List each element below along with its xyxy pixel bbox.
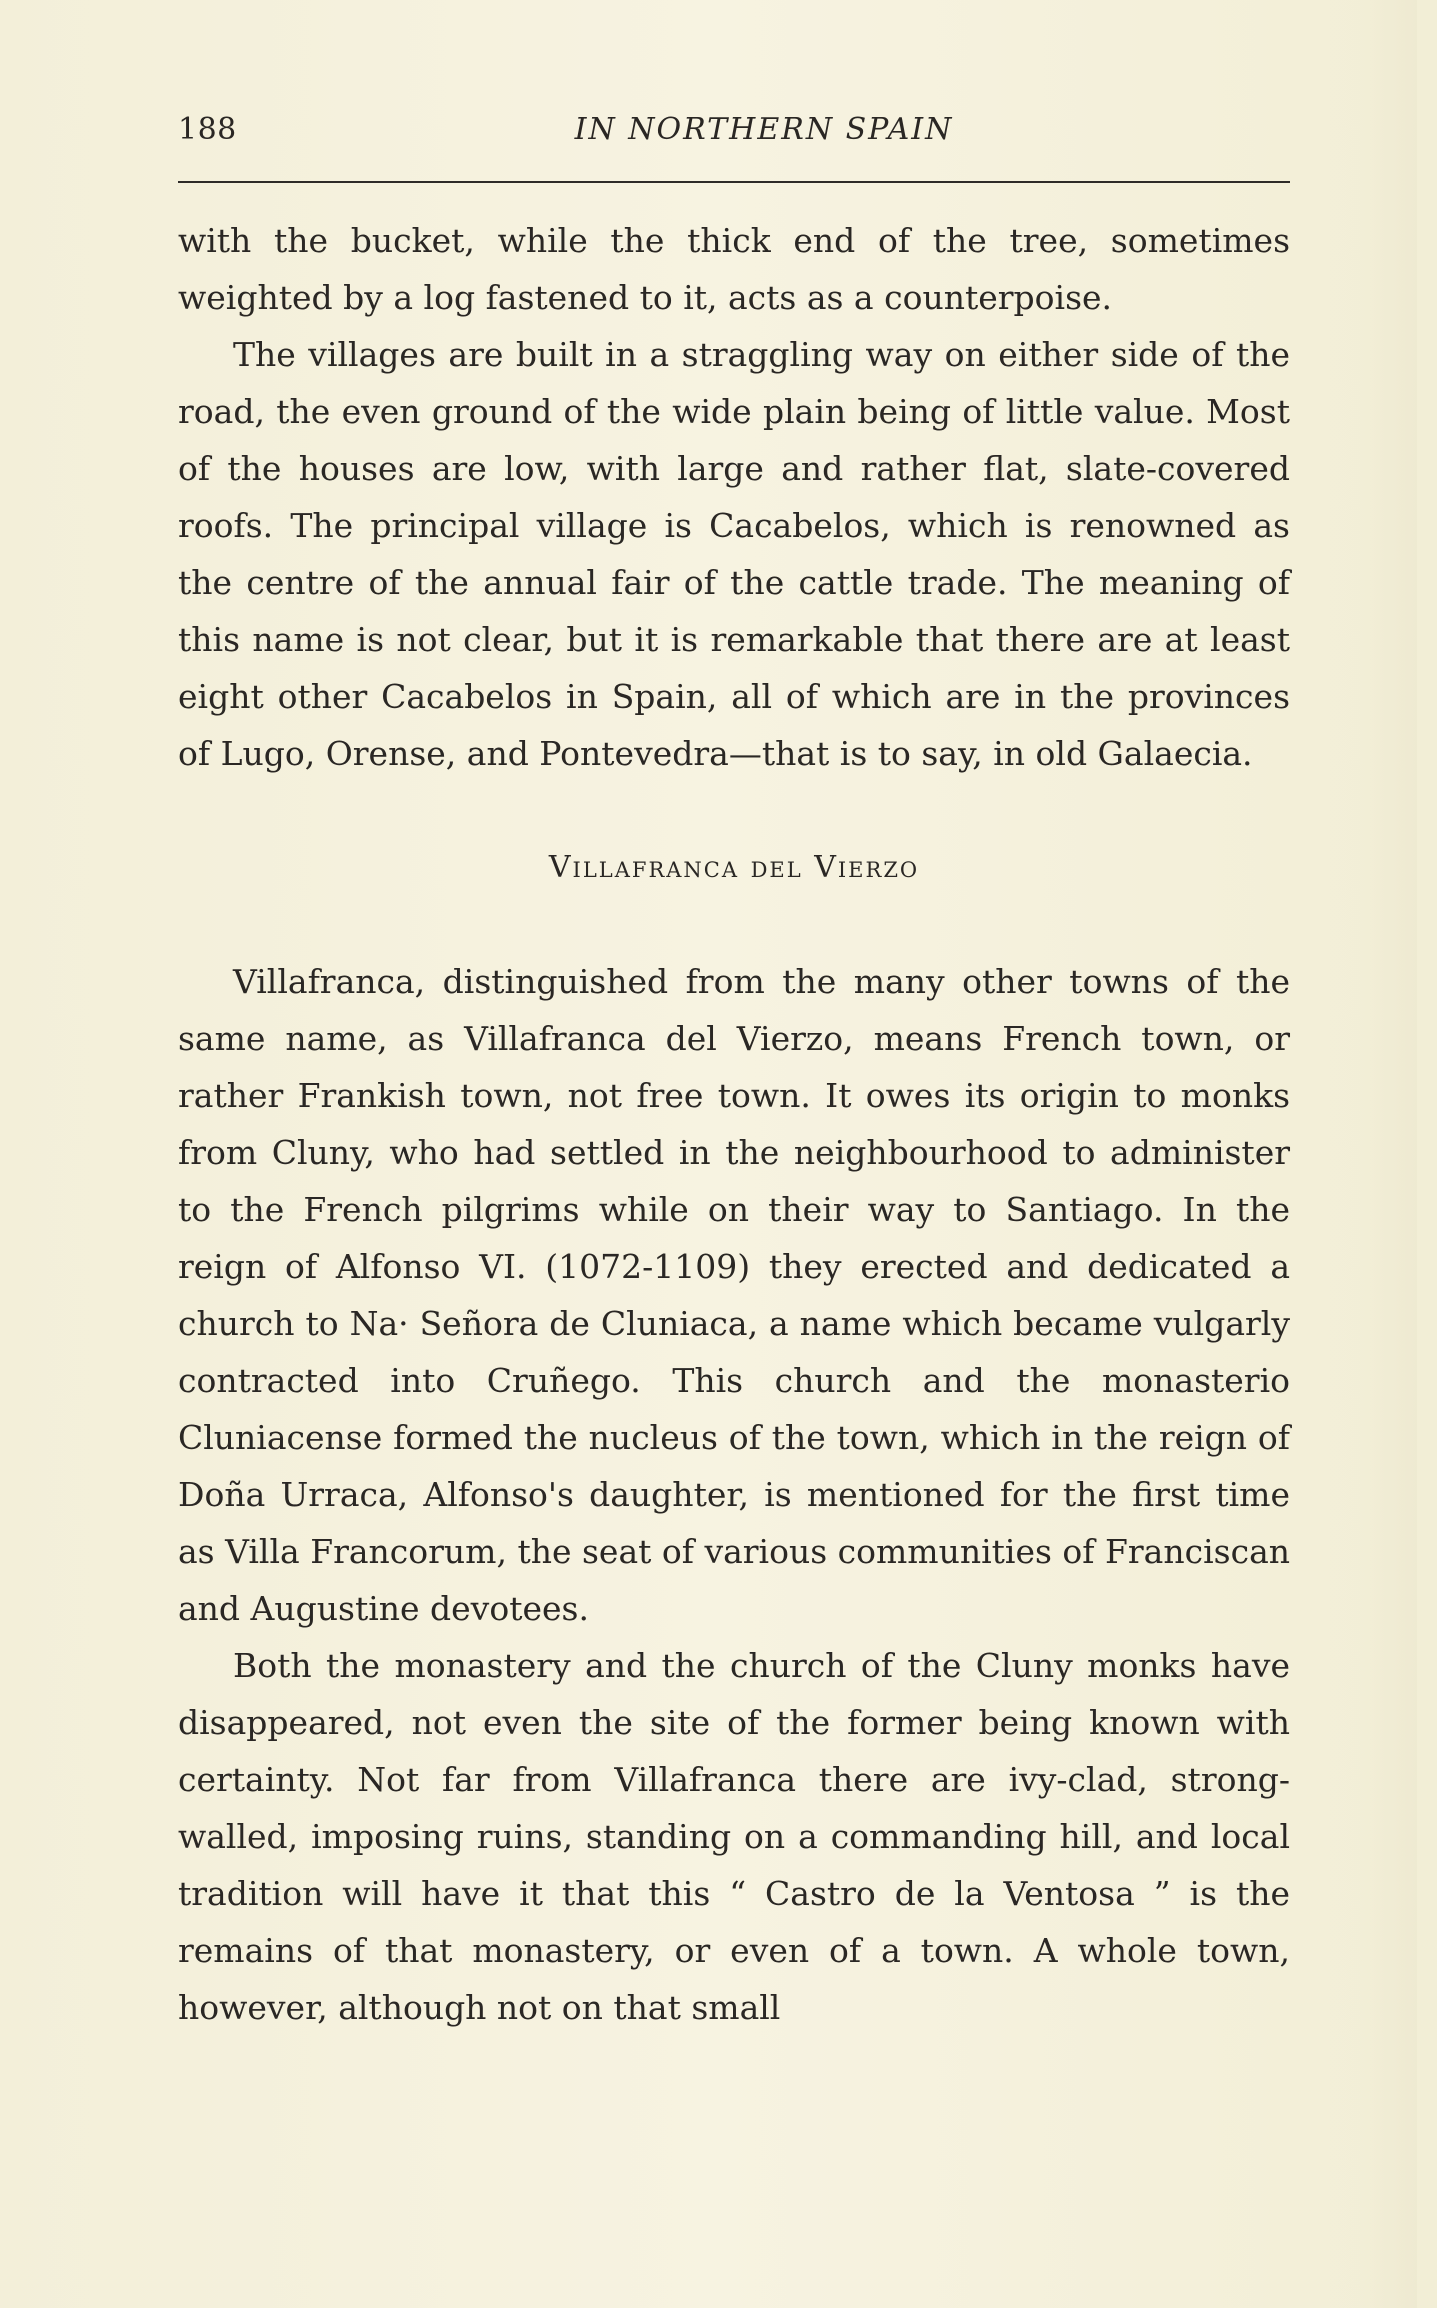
page-edge-shading	[1357, 0, 1417, 2308]
paragraph: Villafranca, distinguished from the many other towns of the same name, as Villafranca del Vierzo, means French town, or rather Frankish town, not free town. It owes its origin to monks from Cluny, who had settled in the neighbourhood to administer to the French pilgrims while on their way to Santiago. In the reign of Alfonso VI. (1072-1109) they erected and dedicated a church to Na· Señora de Cluniaca, a name which became vulgarly contracted into Cruñego. This church and the monasterio Cluniacense formed the nucleus of the town, which in the reign of Doña Urraca, Alfonso's daughter, is mentioned for the first time as Villa Francorum, the seat of various communities of Franciscan and Augustine devotees.	[178, 962, 1290, 1628]
body-text	[178, 212, 1290, 2036]
running-title: IN NORTHERN SPAIN	[574, 112, 954, 147]
paragraph: The villages are built in a straggling way on either side of the road, the even ground of the wide plain being of little value. Most of the houses are low, with large and rather flat, slate-covered roofs. The principal village is Cacabelos, which is renowned as the centre of the annual fair of the cattle trade. The meaning of this name is not clear, but it is remarkable that there are at least eight other Cacabelos in Spain, all of which are in the provinces of Lugo, Orense, and Pontevedra—that is to say, in old Galaecia.	[178, 335, 1290, 773]
page-number: 188	[178, 112, 237, 147]
running-head	[178, 112, 1290, 156]
paragraph: Both the monastery and the church of the Cluny monks have disappeared, not even the site of the former being known with certainty. Not far from Villafranca there are ivy-clad, strong-walled, imposing ruins, standing on a commanding hill, and local tradition will have it that this “ Castro de la Ventosa ” is the remains of that monastery, or even of a town. A whole town, however, although not on that small	[178, 1646, 1290, 2027]
paragraph-continued: with the bucket, while the thick end of the tree, sometimes weighted by a log fastened to it, acts as a counterpoise.	[178, 221, 1290, 317]
header-rule	[178, 181, 1290, 183]
section-heading: Villafranca del Vierzo	[548, 850, 920, 885]
